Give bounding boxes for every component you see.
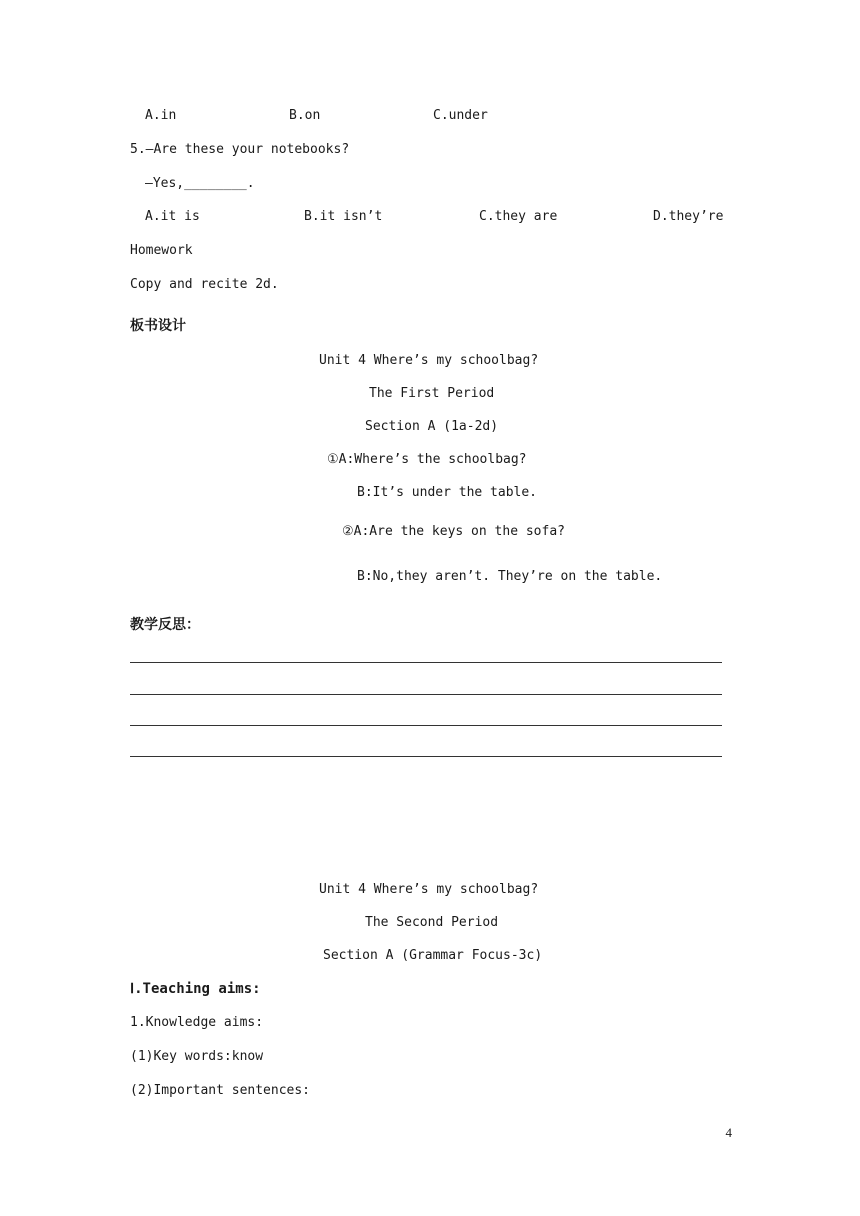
homework-heading: Homework [130,243,193,258]
q5-answer-blank: —Yes,________. [145,176,255,191]
reflection-heading: 教学反思： [130,617,200,633]
q4-option-c: C.under [433,108,488,123]
key-words: (1)Key words:know [130,1049,264,1064]
q4-option-a: A.in [145,108,177,123]
knowledge-aims: 1.Knowledge aims: [130,1015,264,1030]
q5-option-c: C.they are [479,209,558,224]
board-line-1: ①A:Where’s the schoolbag? [327,452,527,467]
board-line-2: B:It’s under the table. [357,485,538,500]
board-line-4: B:No,they aren’t. They’re on the table. [357,569,663,584]
second-unit-title: Unit 4 Where’s my schoolbag? [319,882,539,897]
q4-option-b: B.on [289,108,321,123]
board-unit-title: Unit 4 Where’s my schoolbag? [319,353,539,368]
board-section: Section A (1a-2d) [365,419,499,434]
second-period-title: The Second Period [365,915,499,930]
teaching-aims-heading: Ⅰ.Teaching aims: [130,981,261,997]
reflection-line [130,694,722,695]
page-number: 4 [725,1125,732,1140]
homework-text: Copy and recite 2d. [130,277,279,292]
q5-option-a: A.it is [145,209,200,224]
reflection-line [130,756,722,757]
q5-question: 5.—Are these your notebooks? [130,142,350,157]
q5-option-d: D.they’re [653,209,724,224]
second-section: Section A (Grammar Focus-3c) [323,948,543,963]
reflection-line [130,662,722,663]
board-period: The First Period [369,386,495,401]
board-design-heading: 板书设计 [130,318,186,334]
q5-option-b: B.it isn’t [304,209,383,224]
board-line-3: ②A:Are the keys on the sofa? [342,524,565,539]
important-sentences: (2)Important sentences: [130,1083,311,1098]
reflection-line [130,725,722,726]
